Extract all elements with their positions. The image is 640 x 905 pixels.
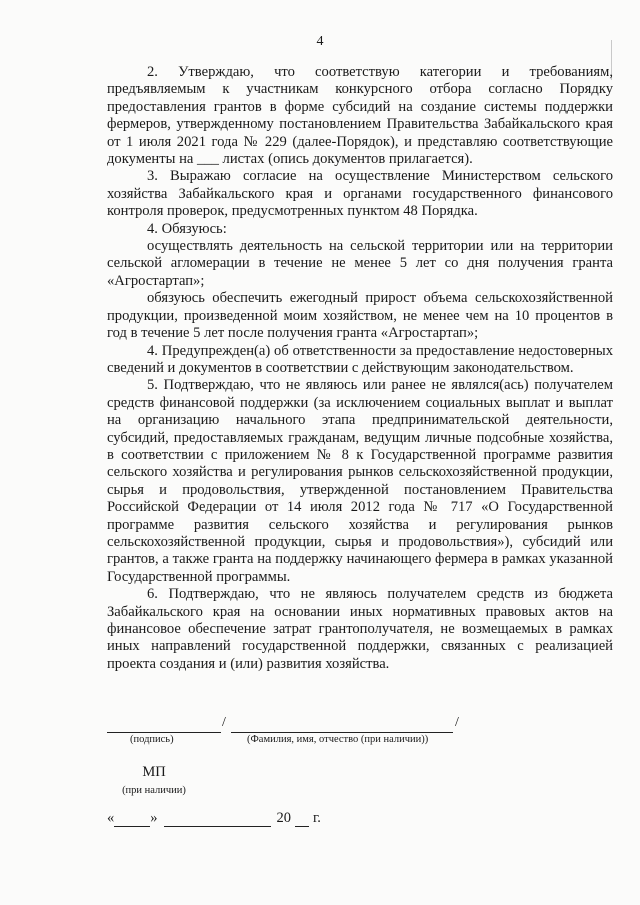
signature-caption: (подпись) bbox=[130, 734, 174, 745]
day-blank bbox=[114, 812, 150, 827]
document-body bbox=[107, 64, 613, 673]
name-separator: / bbox=[455, 715, 459, 730]
signature-separator: / bbox=[222, 715, 226, 730]
stamp-note: (при наличии) bbox=[122, 785, 186, 796]
paragraph-6: 6. Подтверждаю, что не являюсь получателем средств из бюджета Забайкальского края на основании иных нормативных правовых актов на финансовое обеспечение затрат грантополучателя, не возмещаемых в рамках иных направлений государственной поддержки, связанных с реализацией проекта создания и (или) развития хозяйства. bbox=[107, 586, 613, 672]
signature-block bbox=[107, 715, 613, 748]
month-blank bbox=[164, 812, 271, 827]
page-number: 4 bbox=[316, 34, 324, 49]
stamp-label: МП bbox=[142, 764, 166, 780]
year-blank bbox=[295, 812, 309, 827]
paragraph-3: 3. Выражаю согласие на осуществление Министерством сельского хозяйства Забайкальского края и органами государственного финансового контроля проверок, предусмотренных пунктом 48 Порядка. bbox=[107, 168, 613, 220]
date-line bbox=[107, 810, 321, 827]
name-line bbox=[231, 718, 453, 733]
paragraph-4-warning: 4. Предупрежден(а) об ответственности за предоставление недостоверных сведений и документов в соответствии с действующим законодательством. bbox=[107, 342, 613, 376]
stamp-block bbox=[114, 764, 194, 796]
paragraph-4-heading: 4. Обязуюсь: bbox=[147, 220, 227, 237]
obligation-item-2: обязуюсь обеспечить ежегодный прирост объема сельскохозяйственной продукции, произведенной моим хозяйством, не менее чем на 10 процентов в год в течение 5 лет после получения гранта «Агростартап»; bbox=[107, 290, 613, 342]
paragraph-5: 5. Подтверждаю, что не являюсь или ранее не являлся(ась) получателем средств финансовой поддержки (за исключением социальных выплат и выплат на организацию начального этапа предпринимательской деятельности, субсидий, предоставляемых гражданам, ведущим личные подсобные хозяйства, в соответствии с приложением № 8 к Государственной программе развития сельского хозяйства и регулирования рынков сельскохозяйственной продукции, сырья и продовольствия, утвержденной постановлением Правительства Российской Федерации от 14 июля 2012 года № 717 «О Государственной программе развития сельского хозяйства и регулирования рынков сельскохозяйственной продукции, сырья и продовольствия»), субсидий или грантов, а также гранта на поддержку начинающего фермера в рамках указанной Государственной программы. bbox=[107, 377, 613, 585]
name-caption: (Фамилия, имя, отчество (при наличии)) bbox=[247, 734, 429, 745]
date-close-quote: » bbox=[150, 810, 158, 826]
year-prefix: 20 bbox=[276, 810, 291, 826]
obligation-item-1: осуществлять деятельность на сельской территории или на территории сельской агломерации в течение не менее 5 лет со дня получения гранта «Агростартап»; bbox=[107, 238, 613, 289]
signature-line bbox=[107, 718, 221, 733]
year-suffix: г. bbox=[313, 810, 321, 826]
date-open-quote: « bbox=[107, 810, 115, 826]
paragraph-2: 2. Утверждаю, что соответствую категории и требованиям, предъявляемым к участникам конкурсного отбора согласно Порядку предоставления грантов в форме субсидий на создание системы поддержки фермеров, утвержденному постановлением Правительства Забайкальского края от 1 июля 2021 года № 229 (далее-Порядок), и представляю соответствующие документы на ___ листах (опись документов прилагается). bbox=[107, 64, 613, 168]
